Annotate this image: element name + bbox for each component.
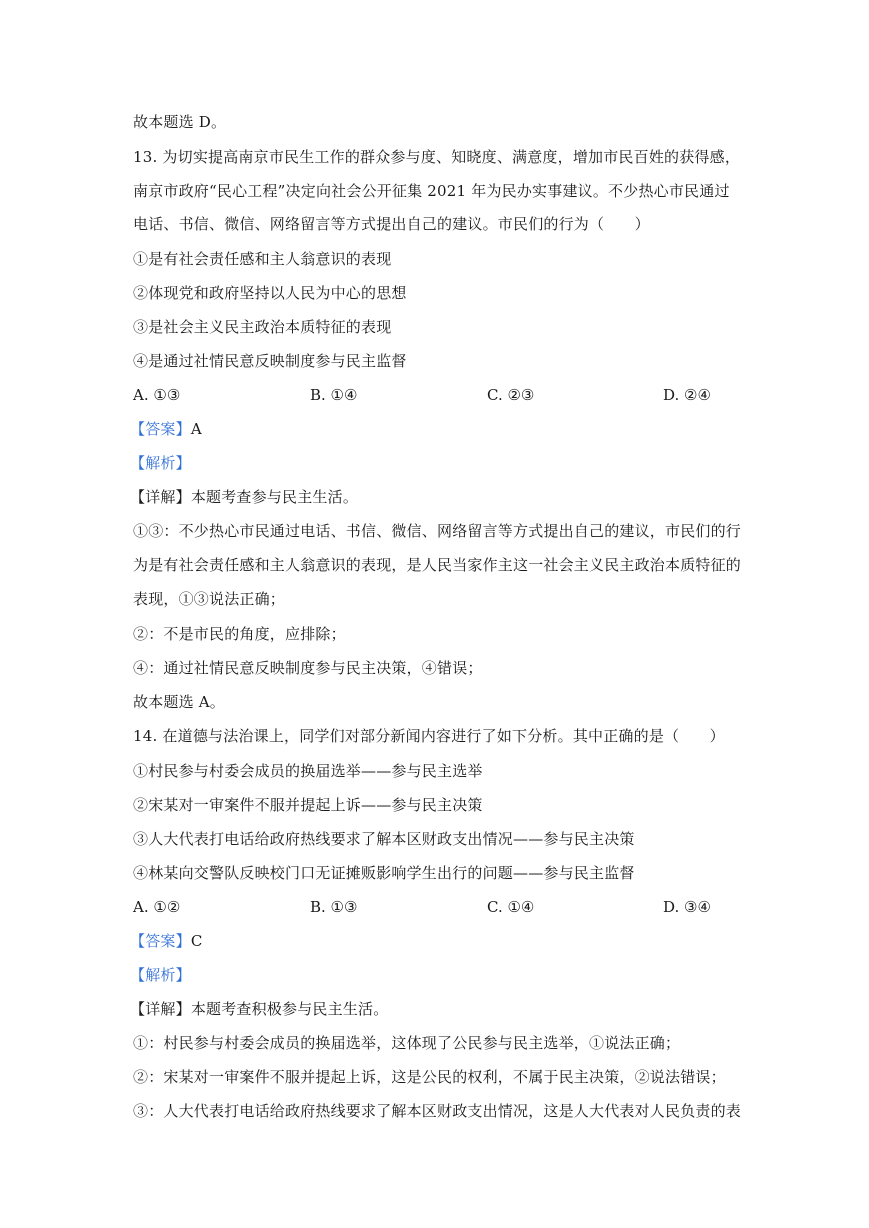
prev-conclusion: 故本题选 D。 — [133, 113, 227, 131]
q14-option-c: C. ①④ — [487, 898, 535, 916]
q14-answer-line — [130, 932, 750, 950]
q13-answer-line — [130, 420, 750, 438]
q14-analysis-tag: 【解析】 — [130, 966, 191, 984]
q13-stem-line-1: 13. 为切实提高南京市民生工作的群众参与度、知晓度、满意度，增加市民百姓的获得感， — [133, 148, 741, 166]
q14-answer-value: C — [190, 932, 203, 950]
q14-statement-3: ③人大代表打电话给政府热线要求了解本区财政支出情况——参与民主决策 — [133, 830, 635, 848]
q14-explanation-3: ③：人大代表打电话给政府热线要求了解本区财政支出情况，这是人大代表对人民负责的表 — [133, 1102, 742, 1120]
q14-detail-tag: 【详解】 — [130, 1000, 191, 1018]
q14-option-a: A. ①② — [133, 898, 181, 916]
q13-option-c: C. ②③ — [487, 386, 535, 404]
q13-statement-1: ①是有社会责任感和主人翁意识的表现 — [133, 250, 392, 268]
q14-statement-1: ①村民参与村委会成员的换届选举——参与民主选举 — [133, 762, 483, 780]
q13-detail-tag: 【详解】 — [130, 488, 191, 506]
q14-statement-4: ④林某向交警队反映校门口无证摊贩影响学生出行的问题——参与民主监督 — [133, 864, 635, 882]
q13-option-d: D. ②④ — [663, 386, 711, 404]
q14-explanation-2: ②：宋某对一审案件不服并提起上诉，这是公民的权利，不属于民主决策，②说法错误； — [133, 1068, 726, 1086]
q13-stem-line-2: 南京市政府“民心工程”决定向社会公开征集 2021 年为民办实事建议。不少热心市民通过 — [133, 182, 730, 200]
q13-explanation-3: 表现，①③说法正确； — [133, 590, 286, 608]
q13-answer-tag: 【答案】 — [130, 420, 191, 438]
q13-explanation-1: ①③：不少热心市民通过电话、书信、微信、网络留言等方式提出自己的建议，市民们的行 — [133, 522, 742, 540]
q14-stem-line-1: 14. 在道德与法治课上，同学们对部分新闻内容进行了如下分析。其中正确的是（ ） — [133, 727, 725, 745]
q13-explanation-2: 为是有社会责任感和主人翁意识的表现，是人民当家作主这一社会主义民主政治本质特征的 — [133, 556, 742, 574]
q13-analysis-tag: 【解析】 — [130, 454, 191, 472]
q13-statement-4: ④是通过社情民意反映制度参与民主监督 — [133, 352, 407, 370]
q13-answer-value: A — [190, 420, 202, 438]
q13-option-a: A. ①③ — [133, 386, 181, 404]
q13-stem-line-3: 电话、书信、微信、网络留言等方式提出自己的建议。市民们的行为（ ） — [133, 215, 650, 233]
q14-option-d: D. ③④ — [663, 898, 711, 916]
q13-explanation-4: ②：不是市民的角度，应排除； — [133, 625, 346, 643]
q14-detail-line — [130, 1000, 750, 1018]
q14-answer-tag: 【答案】 — [130, 932, 191, 950]
q14-statement-2: ②宋某对一审案件不服并提起上诉——参与民主决策 — [133, 796, 483, 814]
q13-option-b: B. ①④ — [310, 386, 358, 404]
q13-conclusion: 故本题选 A。 — [133, 693, 226, 711]
q13-detail-intro: 本题考查参与民主生活。 — [190, 488, 359, 506]
q14-detail-intro: 本题考查积极参与民主生活。 — [190, 1000, 389, 1018]
q14-option-b: B. ①③ — [310, 898, 358, 916]
q13-statement-3: ③是社会主义民主政治本质特征的表现 — [133, 318, 392, 336]
q13-statement-2: ②体现党和政府坚持以人民为中心的思想 — [133, 284, 407, 302]
q14-explanation-1: ①：村民参与村委会成员的换届选举，这体现了公民参与民主选举，①说法正确； — [133, 1034, 681, 1052]
q13-explanation-5: ④：通过社情民意反映制度参与民主决策，④错误； — [133, 659, 483, 677]
q13-detail-line — [130, 488, 750, 506]
